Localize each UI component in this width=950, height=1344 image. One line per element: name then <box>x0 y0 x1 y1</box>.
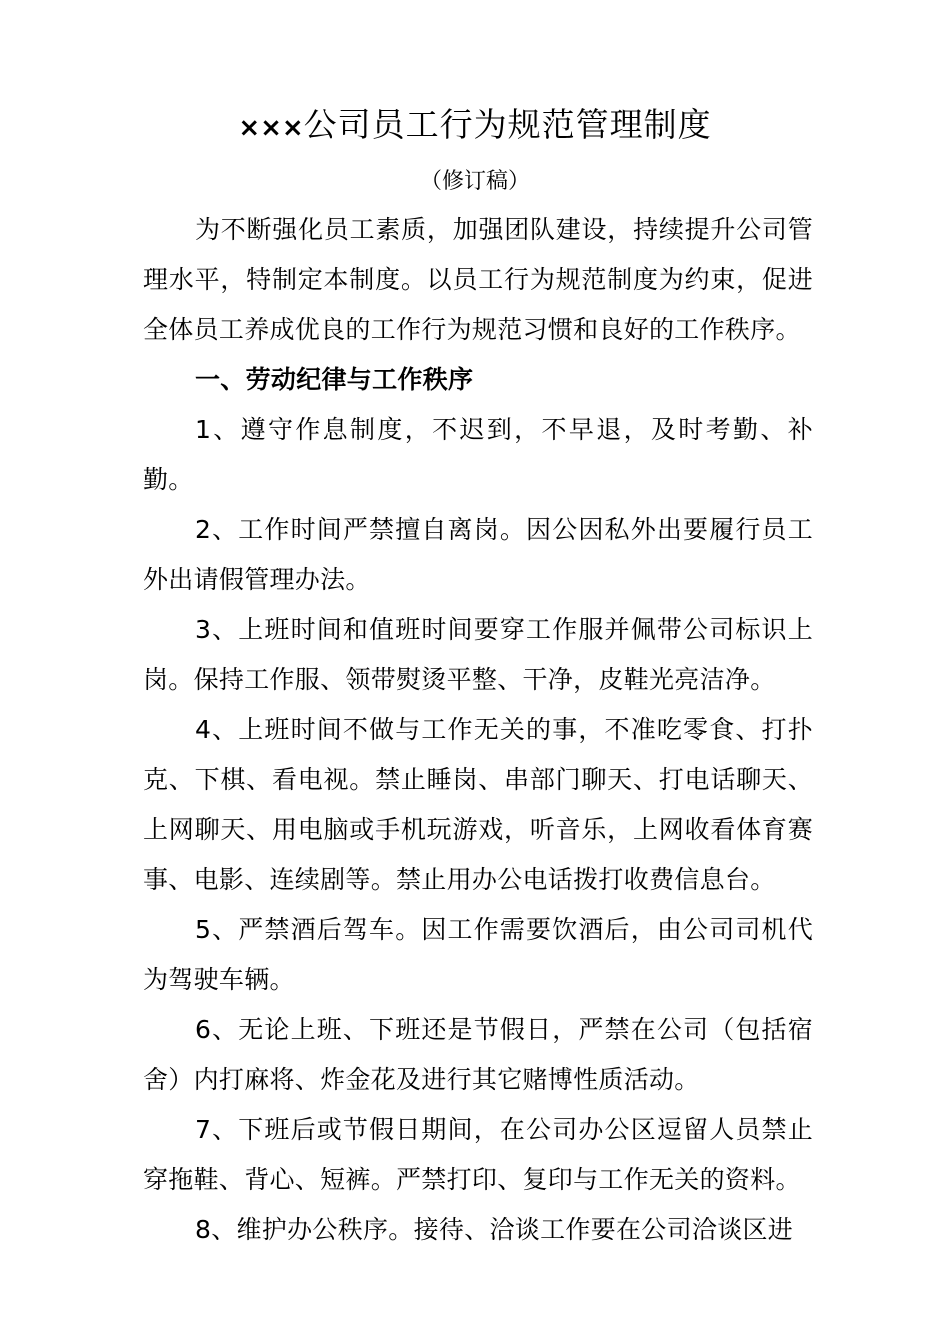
document-body <box>143 205 813 1255</box>
rule-item-4: 4、上班时间不做与工作无关的事，不准吃零食、打扑克、下棋、看电视。禁止睡岗、串部门聊天、打电话聊天、上网聊天、用电脑或手机玩游戏，听音乐，上网收看体育赛事、电影、连续剧等。禁止用办公电话拨打收费信息台。 <box>143 715 813 894</box>
rule-item-5: 5、严禁酒后驾车。因工作需要饮酒后，由公司司机代为驾驶车辆。 <box>143 915 813 994</box>
intro-paragraph: 为不断强化员工素质，加强团队建设，持续提升公司管理水平，特制定本制度。以员工行为规范制度为约束，促进全体员工养成优良的工作行为规范习惯和良好的工作秩序。 <box>143 215 813 344</box>
rule-item-8: 8、维护办公秩序。接待、洽谈工作要在公司洽谈区进 <box>195 1215 794 1244</box>
rule-item-2: 2、工作时间严禁擅自离岗。因公因私外出要履行员工外出请假管理办法。 <box>143 515 813 594</box>
rule-item-6: 6、无论上班、下班还是节假日，严禁在公司（包括宿舍）内打麻将、炸金花及进行其它赌博性质活动。 <box>143 1015 813 1094</box>
title-text: 公司员工行为规范管理制度 <box>303 105 712 144</box>
section-heading: 一、劳动纪律与工作秩序 <box>195 365 474 394</box>
rule-item-7: 7、下班后或节假日期间，在公司办公区逗留人员禁止穿拖鞋、背心、短裤。严禁打印、复印与工作无关的资料。 <box>143 1115 813 1194</box>
document-subtitle: （修订稿） <box>419 169 530 194</box>
title-placeholder-marks: ××× <box>238 113 304 143</box>
rule-item-1: 1、遵守作息制度，不迟到，不早退，及时考勤、补勤。 <box>143 415 813 494</box>
document-title <box>0 100 950 153</box>
rule-item-3: 3、上班时间和值班时间要穿工作服并佩带公司标识上岗。保持工作服、领带熨烫平整、干净，皮鞋光亮洁净。 <box>143 615 813 694</box>
